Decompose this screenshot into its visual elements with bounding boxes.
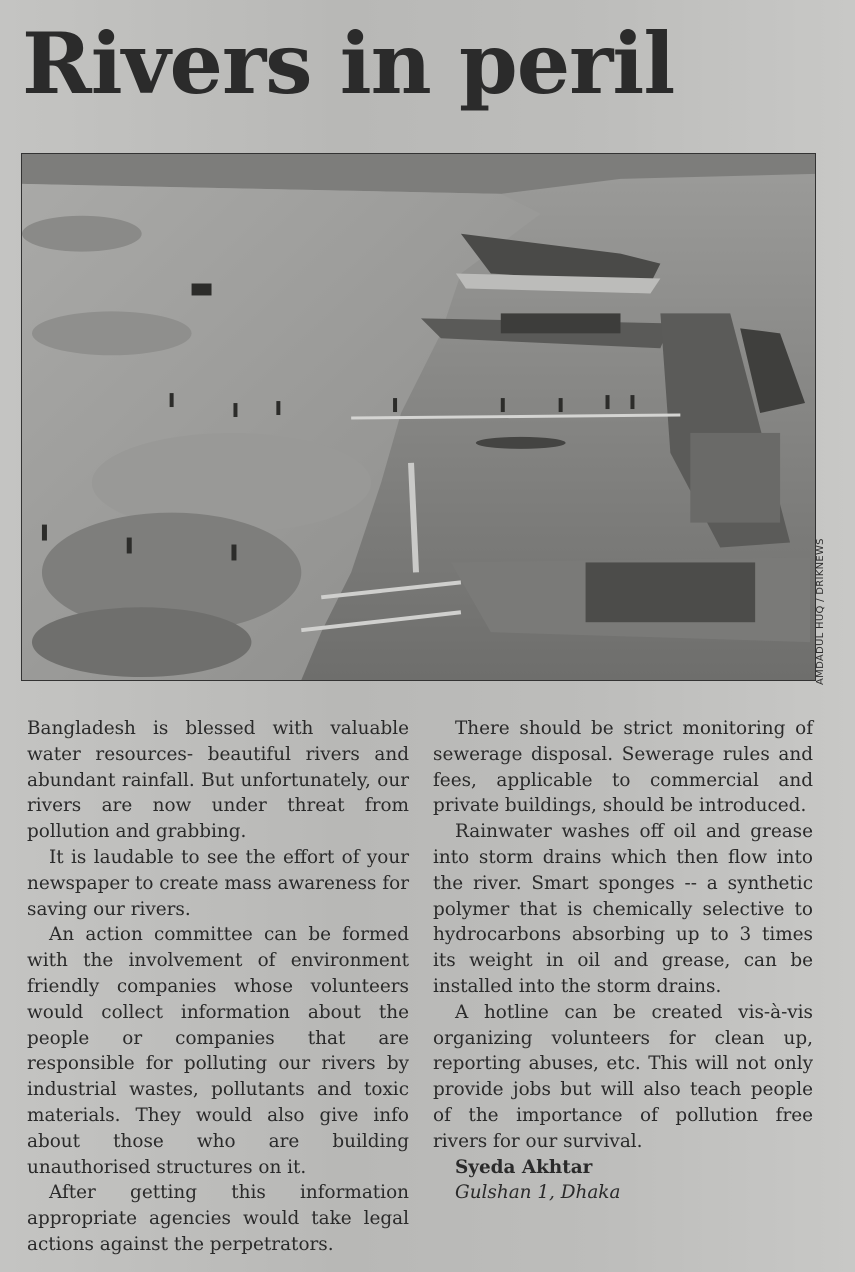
river-photo	[21, 153, 816, 681]
letter-paragraph: An action committee can be formed with the involvement of environment friendly companies whose volunteers would collect information about the people or companies that are responsible for polluting our rivers by industrial wastes, pollutants and toxic materials. They would also give info about those who are building unauthorised structures on it.	[27, 924, 409, 1178]
letter-paragraph: After getting this information appropriate agencies would take legal actions against the perpetrators.	[27, 1182, 409, 1255]
letter-paragraph: A hotline can be created vis-à-vis organizing volunteers for clean up, reporting abuses, etc. This will not only provide jobs but will also teach people of the importance of pollution free rivers for our survival.	[433, 1001, 813, 1152]
photo-credit: AMDADUL HUQ / DRIKNEWS	[815, 538, 826, 685]
letter-right-column	[433, 716, 813, 1206]
letter-paragraph: It is laudable to see the effort of your newspaper to create mass awareness for saving our rivers.	[27, 846, 409, 920]
letter-paragraph: There should be strict monitoring of sewerage disposal. Sewerage rules and fees, applicable to commercial and private buildings, should be introduced.	[433, 718, 813, 817]
river-photo-illustration	[22, 154, 815, 680]
headline: Rivers in peril	[22, 14, 675, 113]
author-location: Gulshan 1, Dhaka	[455, 1182, 621, 1204]
letter-left-column	[27, 716, 409, 1258]
letter-paragraph: Rainwater washes off oil and grease into storm drains which then flow into the river. Smart sponges -- a synthetic polymer that is chemically selective to hydrocarbons absorbing up to 3 times its weight in oil and grease, can be installed into the storm drains.	[433, 821, 813, 997]
letter-paragraph: Bangladesh is blessed with valuable water resources- beautiful rivers and abundant rainfall. But unfortunately, our rivers are now under threat from pollution and grabbing.	[27, 718, 409, 843]
author-name: Syeda Akhtar	[455, 1156, 593, 1178]
